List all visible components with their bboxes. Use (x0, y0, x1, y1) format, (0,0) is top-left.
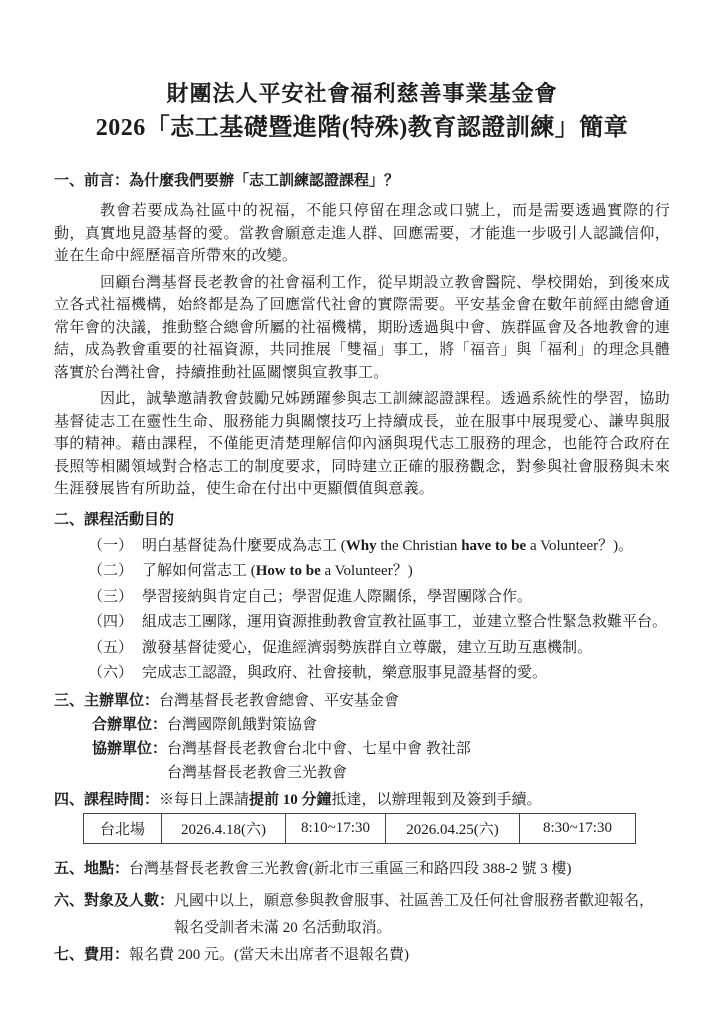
schedule-cell-date-1: 2026.4.18(六) (162, 813, 286, 843)
text-seg: a Volunteer？) (320, 563, 413, 579)
objective-item-1-number: （一） (88, 537, 134, 554)
schedule-note-post: 抵達，以辦理報到及簽到手續。 (331, 791, 542, 808)
schedule-cell-time-2: 8:30~17:30 (520, 813, 636, 843)
section-schedule (54, 789, 670, 844)
schedule-cell-time-1: 8:10~17:30 (286, 813, 386, 843)
objective-item-3-number: （三） (88, 588, 134, 605)
text-seg-bold: Why (345, 537, 377, 554)
document-title-line2: 2026「志工基礎暨進階(特殊)教育認證訓練」簡章 (95, 115, 629, 141)
objective-item-5-text (142, 640, 592, 656)
schedule-table (83, 813, 636, 844)
objective-item-6-number: （六） (88, 665, 134, 681)
fee-value: 報名費 200 元。(當天未出席者不退報名費) (129, 946, 410, 963)
objectives-heading: 二、課程活動目的 (54, 511, 175, 528)
preface-heading: 一、前言：為什麼我們要辦「志工訓練認證課程」？ (54, 173, 400, 189)
fee-label: 七、費用： (54, 946, 130, 963)
audience-line2: 報名受訓者未滿 20 名活動取消。 (174, 919, 392, 936)
schedule-cell-date-2: 2026.04.25(六) (386, 813, 520, 843)
section-location (54, 858, 670, 880)
preface-paragraph-2: 回顧台灣基督長老教會的社會福利工作，從早期設立教會醫院、學校開始，到後來成立各式社福機構，始終都是為了回應當代社會的實際需要。平安基金會在數年前經由總會通常年會的決議，推動整合總會所屬的社福機構，期盼透過與中會、族群區會及各地教會的連結，成為教會重要的社福資源，共同推展「雙福」事工，將「福音」與「福利」的理念具體落實於台灣社會，持續推動社區關懷與宣教事工。 (54, 274, 670, 381)
objective-item-3 (88, 585, 670, 611)
text-seg: the Christian (376, 537, 462, 554)
objectives-list (54, 534, 670, 687)
co-organizer-value: 台灣國際飢餓對策協會 (167, 716, 318, 733)
text-seg: 完成志工認證，與政府、社會接軌，樂意服事見證基督的愛。 (142, 665, 548, 681)
location-label: 五、地點： (54, 860, 130, 877)
assist-organizer-value-line1: 台灣基督長老教會台北中會、七星中會 教社部 (167, 740, 471, 757)
objective-item-2 (88, 559, 670, 585)
section-organizers (54, 689, 670, 785)
preface-paragraph-1: 教會若要成為社區中的祝福，不能只停留在理念或口號上，而是需要透過實際的行動，真實地見證基督的愛。當教會願意走進人群、回應需要，才能進一步吸引人認識信仰，並在生命中經歷福音所帶來的改變。 (54, 203, 670, 264)
text-seg: 激發基督徒愛心，促進經濟弱勢族群自立尊嚴，建立互助互惠機制。 (142, 639, 593, 656)
objective-item-3-text (142, 589, 532, 605)
text-seg: 組成志工團隊，運用資源推動教會宣教社區事工，並建立整合性緊急救難平台。 (142, 614, 668, 630)
section-preface (54, 170, 670, 501)
text-seg-bold: have to be (461, 537, 527, 554)
objective-item-4 (88, 610, 670, 636)
host-value: 台灣基督長老教會總會、平安基金會 (159, 692, 400, 709)
co-organizer-label: 合辦單位： (92, 716, 168, 733)
text-seg-bold: How to be (255, 563, 321, 579)
audience-label: 六、對象及人數： (54, 892, 175, 909)
schedule-table-row (84, 813, 636, 843)
objective-item-2-text (142, 563, 413, 579)
text-seg: 明白基督徒為什麼要成為志工 ( (142, 537, 346, 554)
host-label: 三、主辦單位： (54, 692, 160, 709)
text-seg: a Volunteer？)。 (526, 537, 634, 554)
schedule-note-pre: ※每日上課請 (159, 791, 250, 808)
text-seg: 了解如何當志工 ( (142, 563, 256, 579)
section-fee (54, 944, 670, 966)
organizer-row-co (54, 713, 670, 737)
audience-line1: 凡國中以上，願意參與教會服事、社區善工及任何社會服務者歡迎報名， (174, 892, 655, 909)
audience-text (174, 888, 654, 942)
objective-item-1-text (142, 538, 633, 554)
preface-paragraph-3: 因此，誠摯邀請教會鼓勵兄姊踴躍參與志工訓練認證課程。透過系統性的學習，協助基督徒志工在靈性生命、服務能力與關懷技巧上持續成長，並在服事中展現愛心、謙卑與服事的精神。藉由課程，不僅能更清楚理解信仰內涵與現代志工服務的理念，也能符合政府在長照等相關領域對合格志工的制度要求，同時建立正確的服務觀念，對參與社會服務與未來生涯發展皆有所助益，使生命在付出中更顯價值與意義。 (54, 391, 670, 497)
organizer-row-host (54, 689, 670, 713)
text-seg: 學習接納與肯定自己；學習促進人際關係，學習團隊合作。 (142, 588, 533, 605)
objective-item-6-text (142, 665, 547, 681)
assist-organizer-value-line2: 台灣基督長老教會三光教會 (167, 764, 348, 781)
schedule-cell-session: 台北場 (84, 813, 162, 843)
objective-item-1 (88, 534, 670, 560)
section-audience (54, 888, 670, 942)
objective-item-2-number: （二） (88, 563, 134, 579)
objective-item-6 (88, 661, 670, 687)
objective-item-4-number: （四） (88, 614, 134, 630)
location-value: 台灣基督長老教會三光教會(新北市三重區三和路四段 388-2 號 3 樓) (129, 860, 572, 877)
section-objectives (54, 509, 670, 687)
objective-item-5-number: （五） (88, 639, 134, 656)
schedule-heading (54, 789, 670, 811)
schedule-note-bold: 提前 10 分鐘 (249, 791, 332, 808)
schedule-heading-label: 四、課程時間： (54, 791, 160, 808)
assist-organizer-label: 協辦單位： (92, 740, 168, 757)
objective-item-4-text (142, 614, 667, 630)
document-title-line1: 財團法人平安社會福利慈善事業基金會 (166, 81, 558, 106)
organizer-row-assist (54, 737, 670, 761)
objective-item-5 (88, 636, 670, 662)
